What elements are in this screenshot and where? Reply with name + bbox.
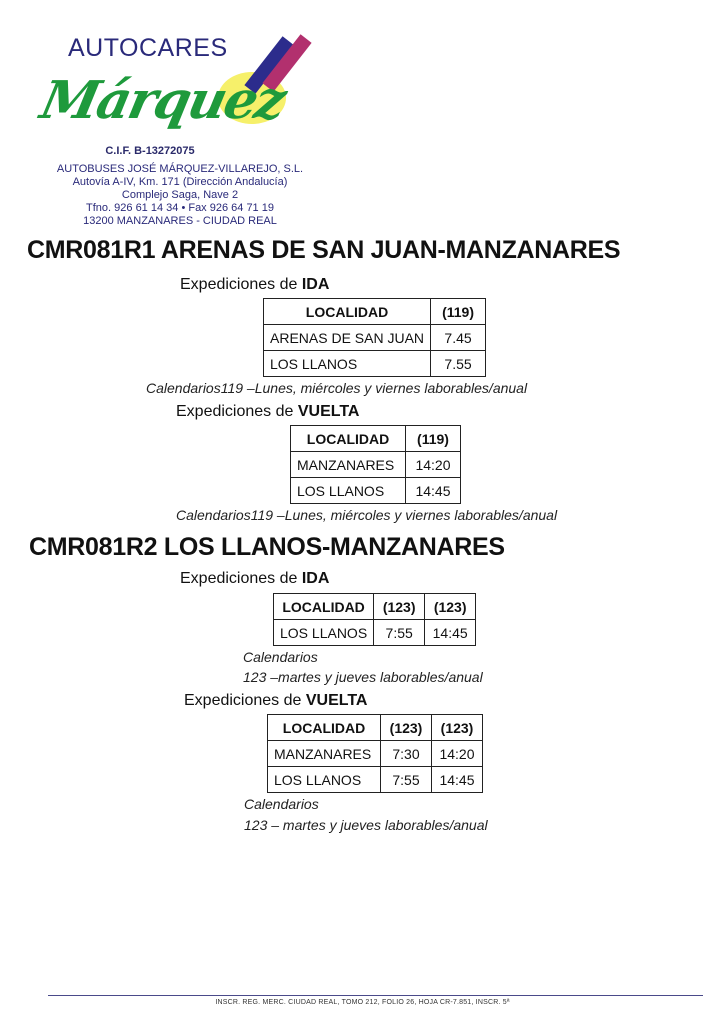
departure-time: 14:45 xyxy=(425,620,476,646)
route-1-vuelta-label: Expediciones de VUELTA xyxy=(176,403,360,420)
footer-divider xyxy=(48,995,703,996)
route-2-title: CMR081R2 LOS LLANOS-MANZANARES xyxy=(29,533,505,561)
table-row xyxy=(291,452,461,478)
table-row xyxy=(268,741,483,767)
header-localidad: LOCALIDAD xyxy=(291,426,406,452)
stop-name: LOS LLANOS xyxy=(264,351,431,377)
route-2-ida-calendar-title: Calendarios xyxy=(243,649,318,665)
stop-name: LOS LLANOS xyxy=(291,478,406,504)
stop-name: MANZANARES xyxy=(291,452,406,478)
route-2-ida-calendar: 123 –martes y jueves laborables/anual xyxy=(243,669,483,685)
table-row xyxy=(264,325,486,351)
table-header-row xyxy=(291,426,461,452)
departure-time: 14:20 xyxy=(406,452,461,478)
company-name: AUTOBUSES JOSÉ MÁRQUEZ-VILLAREJO, S.L. xyxy=(56,163,304,175)
route-1-ida-label: Expediciones de IDA xyxy=(180,276,330,293)
route-1-vuelta-calendar: Calendarios119 –Lunes, miércoles y viernes laborables/anual xyxy=(176,507,558,523)
table-row xyxy=(268,767,483,793)
company-phone-fax: Tfno. 926 61 14 34 • Fax 926 64 71 19 xyxy=(86,202,274,214)
header-localidad: LOCALIDAD xyxy=(274,594,374,620)
departure-time: 14:45 xyxy=(432,767,483,793)
departure-time: 7.55 xyxy=(431,351,486,377)
table-row xyxy=(274,620,476,646)
departure-time: 7:30 xyxy=(381,741,432,767)
departure-time: 7:55 xyxy=(381,767,432,793)
header-service: (123) xyxy=(425,594,476,620)
stop-name: LOS LLANOS xyxy=(268,767,381,793)
cif-number: C.I.F. B-13272075 xyxy=(105,145,195,157)
route-2-ida-table xyxy=(273,593,476,646)
route-1-ida-calendar: Calendarios119 –Lunes, miércoles y viernes laborables/anual xyxy=(146,380,528,396)
departure-time: 7.45 xyxy=(431,325,486,351)
header-service: (123) xyxy=(374,594,425,620)
header-service: (123) xyxy=(432,715,483,741)
header-localidad: LOCALIDAD xyxy=(264,299,431,325)
route-2-vuelta-calendar-title: Calendarios xyxy=(244,796,319,812)
company-complex: Complejo Saga, Nave 2 xyxy=(121,189,239,201)
route-1-title: CMR081R1 ARENAS DE SAN JUAN-MANZANARES xyxy=(27,236,621,264)
header-service: (119) xyxy=(431,299,486,325)
route-2-ida-label: Expediciones de IDA xyxy=(180,570,330,587)
header-service: (119) xyxy=(406,426,461,452)
table-header-row xyxy=(268,715,483,741)
departure-time: 14:20 xyxy=(432,741,483,767)
company-city: 13200 MANZANARES - CIUDAD REAL xyxy=(83,215,277,227)
company-address xyxy=(20,163,340,228)
header-localidad: LOCALIDAD xyxy=(268,715,381,741)
route-1-ida-table xyxy=(263,298,486,377)
stop-name: ARENAS DE SAN JUAN xyxy=(264,325,431,351)
route-2-vuelta-calendar: 123 – martes y jueves laborables/anual xyxy=(244,817,488,833)
table-header-row xyxy=(274,594,476,620)
logo-marquez-script: Márquez xyxy=(35,70,290,131)
departure-time: 14:45 xyxy=(406,478,461,504)
route-2-vuelta-table xyxy=(267,714,483,793)
route-1-vuelta-table xyxy=(290,425,461,504)
table-row xyxy=(291,478,461,504)
departure-time: 7:55 xyxy=(374,620,425,646)
table-row xyxy=(264,351,486,377)
stop-name: LOS LLANOS xyxy=(274,620,374,646)
footer-registry-text: INSCR. REG. MERC. CIUDAD REAL, TOMO 212, FOLIO 26, HOJA CR-7.851, INSCR. 5ª xyxy=(215,999,510,1006)
table-header-row xyxy=(264,299,486,325)
route-2-vuelta-label: Expediciones de VUELTA xyxy=(184,692,368,709)
logo-autocares-text: AUTOCARES xyxy=(68,34,228,62)
company-road: Autovía A-IV, Km. 171 (Dirección Andalucía) xyxy=(72,176,288,188)
header-service: (123) xyxy=(381,715,432,741)
stop-name: MANZANARES xyxy=(268,741,381,767)
